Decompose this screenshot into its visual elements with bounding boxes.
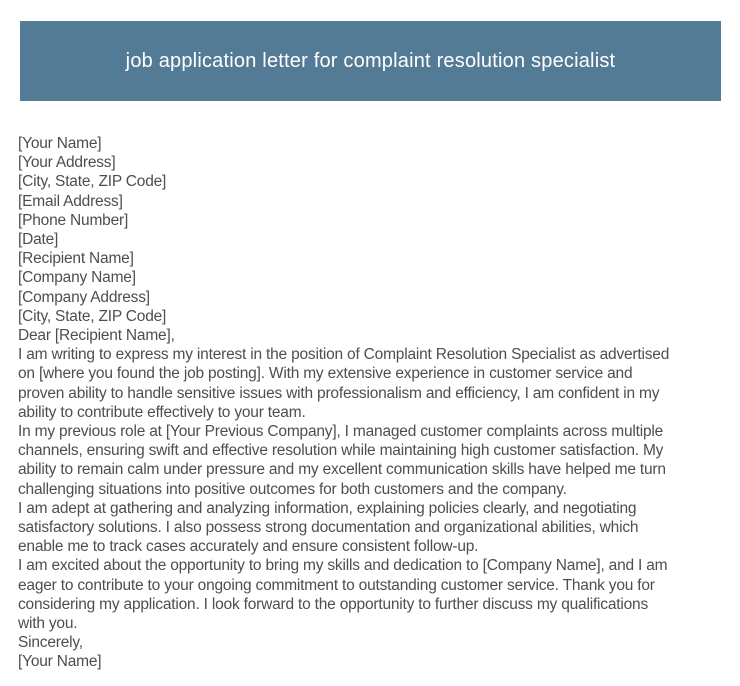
letter-line: on [where you found the job posting]. With my extensive experience in customer service and	[18, 365, 633, 383]
letter-line: ability to remain calm under pressure and my excellent communication skills have helped me turn	[18, 461, 666, 479]
letter-body	[18, 134, 730, 672]
letter-line: eager to contribute to your ongoing commitment to outstanding customer service. Thank you for	[18, 576, 655, 594]
letter-line: [Your Name]	[18, 135, 102, 152]
letter-line: satisfactory solutions. I also possess strong documentation and organizational abilities, which	[18, 519, 639, 537]
letter-line: ability to contribute effectively to your team.	[18, 403, 306, 421]
letter-line: [Company Name]	[18, 269, 136, 287]
letter-line: I am writing to express my interest in the position of Complaint Resolution Specialist as advertised	[18, 346, 670, 364]
letter-line: [Your Name]	[18, 653, 102, 671]
letter-line: with you.	[18, 615, 78, 633]
page-title: job application letter for complaint resolution specialist	[125, 49, 616, 72]
letter-line: proven ability to handle sensitive issues with professionalism and efficiency, I am confident in my	[18, 384, 660, 402]
letter-line: Dear [Recipient Name],	[18, 327, 175, 345]
letter-line: [City, State, ZIP Code]	[18, 173, 167, 191]
letter-line: channels, ensuring swift and effective resolution while maintaining high customer satisfaction. My	[18, 442, 664, 460]
letter-line: [City, State, ZIP Code]	[18, 307, 167, 325]
letter-line: [Company Address]	[18, 288, 150, 306]
title-banner	[20, 21, 721, 101]
letter-line: In my previous role at [Your Previous Company], I managed customer complaints across multiple	[18, 423, 664, 441]
letter-line: considering my application. I look forward to the opportunity to further discuss my qualifications	[18, 595, 649, 613]
letter-line: I am excited about the opportunity to bring my skills and dedication to [Company Name], and I am	[18, 557, 668, 575]
letter-line: Sincerely,	[18, 634, 83, 652]
letter-line: challenging situations into positive outcomes for both customers and the company.	[18, 480, 567, 498]
letter-line: [Recipient Name]	[18, 250, 134, 268]
letter-line: I am adept at gathering and analyzing information, explaining policies clearly, and negotiating	[18, 499, 637, 517]
letter-line: enable me to track cases accurately and ensure consistent follow-up.	[18, 538, 479, 556]
letter-line: [Date]	[18, 231, 59, 249]
letter-line: [Email Address]	[18, 192, 123, 210]
letter-line: [Phone Number]	[18, 211, 129, 229]
letter-line: [Your Address]	[18, 154, 116, 172]
